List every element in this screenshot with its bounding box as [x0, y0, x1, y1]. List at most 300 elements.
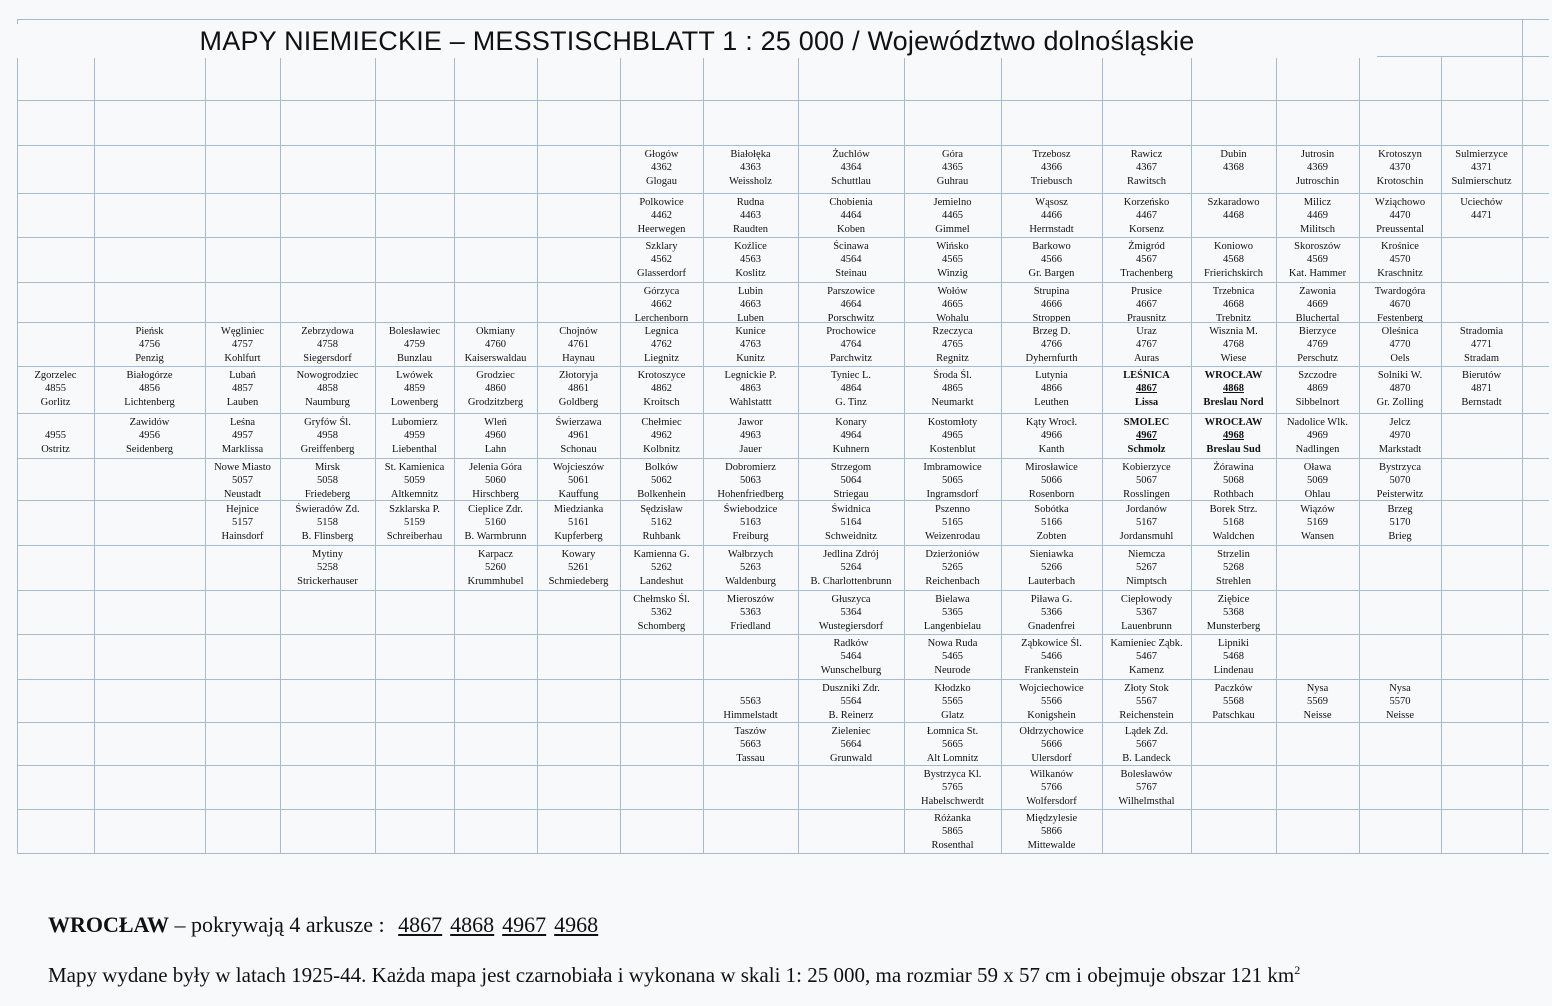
sheet-place-pl: Stradomia — [1459, 326, 1504, 337]
sheet-place-de: Stroppen — [1032, 312, 1071, 322]
sheet-number: 5667 — [1136, 739, 1157, 751]
sheet-place-de: Himmelstadt — [723, 709, 778, 721]
sheet-place-de: Regnitz — [936, 352, 969, 364]
grid-hline — [17, 500, 1549, 501]
sheet-cell-5168 — [1191, 503, 1276, 545]
sheet-place-pl: Nysa — [1389, 683, 1411, 694]
sheet-place-pl: Nowogrodziec — [296, 370, 359, 381]
sheet-cell-5067 — [1102, 461, 1191, 500]
sheet-number: 4969 — [1307, 430, 1328, 442]
sheet-number: 5565 — [942, 696, 963, 708]
sheet-number: 4466 — [1041, 210, 1062, 222]
sheet-number: 5266 — [1041, 562, 1062, 574]
grid-hline — [17, 679, 1549, 680]
sheet-place-pl: Jedlina Zdrój — [823, 549, 879, 560]
sheet-place-de: Ulersdorf — [1031, 752, 1072, 764]
sheet-cell-4469 — [1276, 196, 1359, 237]
sheet-place-de: Haynau — [562, 352, 595, 364]
sheet-place-de: Tassau — [736, 752, 765, 764]
sheet-place-de: Friedland — [730, 620, 771, 632]
sheet-place-pl: Legnickie P. — [724, 370, 777, 381]
sheet-number: 4858 — [317, 383, 338, 395]
sheet-place-de: Seidenberg — [125, 443, 174, 455]
sheet-place-pl: Nowe Miasto — [214, 462, 271, 473]
sheet-place-pl: Koźlice — [734, 241, 767, 252]
sheet-number: 4862 — [651, 383, 672, 395]
sheet-place-de: Lichtenberg — [124, 396, 175, 408]
sheet-number: 4965 — [942, 430, 963, 442]
sheet-cell-4860 — [454, 369, 537, 413]
sheet-cell-4765 — [904, 325, 1001, 366]
sheet-place-pl: Wałbrzych — [727, 549, 774, 560]
sheet-place-pl: Kąty Wrocł. — [1025, 417, 1078, 428]
sheet-place-pl: Szklary — [645, 241, 678, 252]
sheet-place-pl: Góra — [942, 149, 963, 160]
sheet-cell-4957 — [205, 416, 280, 458]
grid-hline — [17, 413, 1549, 414]
sheet-number: 5066 — [1041, 475, 1062, 487]
sheet-place-de: Naumburg — [305, 396, 350, 408]
sheet-place-pl: Chełmsko Śl. — [633, 594, 690, 605]
sheet-number: 4570 — [1389, 254, 1411, 266]
sheet-place-pl: LEŚNICA — [1123, 370, 1170, 381]
sheet-cell-5066 — [1001, 461, 1102, 500]
sheet-place-de: Herrnstadt — [1029, 223, 1074, 235]
sheet-place-pl: Strzegom — [830, 462, 872, 473]
sheet-place-pl: Jawor — [737, 417, 764, 428]
sheet-place-de: Luben — [737, 312, 764, 322]
page-title: MAPY NIEMIECKIE – MESSTISCHBLATT 1 : 25 000 / Województwo dolnośląskie — [17, 24, 1377, 58]
sheet-number: 5263 — [740, 562, 761, 574]
sheet-number: 4970 — [1389, 430, 1411, 442]
sheet-place-de: Waldchen — [1212, 530, 1255, 542]
sheet-cell-5866 — [1001, 812, 1102, 853]
sheet-cell-4868 — [1191, 369, 1276, 413]
sheet-number: 5067 — [1136, 475, 1157, 487]
sheet-cell-4970 — [1359, 416, 1441, 458]
sheet-place-pl: Białołęka — [730, 149, 771, 160]
sheet-cell-5765 — [904, 768, 1001, 809]
sheet-cell-5664 — [798, 725, 904, 765]
sheet-place-pl: Ścinawa — [833, 241, 869, 252]
sheet-cell-5365 — [904, 593, 1001, 634]
sheet-place-de: Lindenau — [1213, 664, 1254, 676]
grid-hline — [17, 545, 1549, 546]
sheet-place-de: Peisterwitz — [1376, 488, 1424, 500]
sheet-number: 4762 — [651, 339, 672, 351]
sheet-place-de: Nimptsch — [1126, 575, 1167, 587]
sheet-place-de: Leuthen — [1034, 396, 1069, 408]
sheet-cell-4870 — [1359, 369, 1441, 413]
sheet-place-pl: Lipniki — [1218, 638, 1249, 649]
sheet-place-pl: Strupina — [1033, 286, 1070, 297]
sheet-number: 4963 — [740, 430, 761, 442]
sheet-place-pl: WROCŁAW — [1204, 417, 1263, 428]
sheet-place-de: Kuhnern — [832, 443, 870, 455]
sheet-link-4868[interactable]: 4868 — [450, 912, 495, 937]
sheet-cell-4861 — [537, 369, 620, 413]
sheet-place-pl: Krotoszyn — [1378, 149, 1422, 160]
sheet-number: 5164 — [840, 517, 862, 529]
sheet-cell-4759 — [375, 325, 454, 366]
sheet-place-de: Hainsdorf — [221, 530, 264, 542]
sheet-place-de: Krotoschin — [1376, 175, 1424, 187]
sheet-cell-5265 — [904, 548, 1001, 590]
grid-hline — [17, 590, 1549, 591]
sheet-number: 5367 — [1136, 607, 1157, 619]
sheet-place-de: Neustadt — [223, 488, 262, 500]
sheet-number: 5261 — [568, 562, 589, 574]
sheet-cell-5563 — [703, 682, 798, 722]
sheet-place-pl: Chobienia — [829, 197, 873, 208]
sheet-place-de: Kraschnitz — [1377, 267, 1423, 279]
sheet-place-pl: Niemcza — [1127, 549, 1166, 560]
sheet-number: 5569 — [1307, 696, 1328, 708]
sheet-place-pl: Leśna — [229, 417, 256, 428]
sheet-place-de: Kroitsch — [643, 396, 680, 408]
sheet-place-pl: Gryfów Śl. — [304, 417, 351, 428]
sheet-place-pl: Sulmierzyce — [1455, 149, 1508, 160]
sheet-number: 5364 — [840, 607, 862, 619]
sheet-place-pl: Łomnica St. — [926, 726, 979, 737]
sheet-place-de: Kat. Hammer — [1288, 267, 1347, 279]
sheet-number: 4967 — [1136, 430, 1157, 442]
sheet-place-pl: Mieroszów — [726, 594, 775, 605]
sheet-cell-4470 — [1359, 196, 1441, 237]
sheet-place-pl: Wojcieszów — [552, 462, 605, 473]
sheet-number: 4668 — [1223, 299, 1244, 311]
sheet-number: 5663 — [740, 739, 761, 751]
sheet-place-pl: Chojnów — [559, 326, 598, 337]
sheet-place-pl: Twardogóra — [1374, 286, 1426, 297]
sheet-number: 5168 — [1223, 517, 1244, 529]
sheet-place-de: Landeshut — [639, 575, 684, 587]
sheet-place-pl: Środa Śl. — [933, 370, 972, 381]
sheet-number: 4866 — [1041, 383, 1062, 395]
sheet-number: 5467 — [1136, 651, 1157, 663]
sheet-place-pl: Żuchlów — [832, 149, 870, 160]
sheet-place-de: Bunzlau — [397, 352, 432, 364]
sheet-place-pl: Zebrzydowa — [301, 326, 354, 337]
sheet-place-de: B. Flinsberg — [301, 530, 354, 542]
sheet-place-de: Bernstadt — [1461, 396, 1502, 408]
sheet-place-de: Langenbielau — [923, 620, 982, 632]
sheet-cell-5467 — [1102, 637, 1191, 679]
sheet-place-de: Konigshein — [1027, 709, 1076, 721]
sheet-cell-4662 — [620, 285, 703, 322]
grid-hline — [17, 145, 1549, 146]
sheet-cell-4564 — [798, 240, 904, 282]
sheet-place-pl: Sobótka — [1034, 504, 1069, 515]
sheet-number: 5468 — [1223, 651, 1244, 663]
sheet-cell-5368 — [1191, 593, 1276, 634]
sheet-place-de: Rosenthal — [931, 839, 974, 851]
sheet-number: 4363 — [740, 162, 761, 174]
sheet-place-pl: Milicz — [1303, 197, 1332, 208]
sheet-number: 5566 — [1041, 696, 1062, 708]
sheet-place-pl: Szklarska P. — [389, 504, 440, 515]
sheet-cell-4962 — [620, 416, 703, 458]
sheet-place-de: Kaiserswaldau — [464, 352, 527, 364]
sheet-cell-5367 — [1102, 593, 1191, 634]
sheet-number: 4955 — [45, 430, 66, 442]
sheet-cell-5161 — [537, 503, 620, 545]
sheet-place-de: Wustegiersdorf — [818, 620, 884, 632]
sheet-number: 4366 — [1041, 162, 1062, 174]
sheet-place-pl: Barkowo — [1032, 241, 1071, 252]
sheet-place-de: Breslau Sud — [1206, 443, 1261, 455]
sheet-cell-4464 — [798, 196, 904, 237]
sheet-cell-5057 — [205, 461, 280, 500]
sheet-place-de: Rawitsch — [1126, 175, 1167, 187]
sheet-place-pl: Wińsko — [936, 241, 969, 252]
sheet-cell-5163 — [703, 503, 798, 545]
sheet-number: 5260 — [485, 562, 506, 574]
sheet-place-pl: Jordanów — [1126, 504, 1167, 515]
sheet-number: 5063 — [740, 475, 761, 487]
footer-note-superscript: 2 — [1294, 963, 1301, 977]
sheet-number: 5158 — [317, 517, 338, 529]
sheet-place-de: Markstadt — [1378, 443, 1422, 455]
sheet-place-pl: Wziąchowo — [1374, 197, 1426, 208]
sheet-place-de: Wolfersdorf — [1026, 795, 1077, 807]
sheet-place-pl: Świebodzice — [723, 504, 778, 515]
sheet-place-pl: Białogórze — [126, 370, 173, 381]
sheet-place-pl: Pszenno — [935, 504, 970, 515]
sheet-place-pl: Świeradów Zd. — [295, 504, 360, 515]
sheet-cell-4960 — [454, 416, 537, 458]
sheet-number: 4369 — [1307, 162, 1328, 174]
sheet-place-de: Kanth — [1038, 443, 1065, 455]
sheet-cell-5158 — [280, 503, 375, 545]
sheet-place-pl: Lwówek — [396, 370, 433, 381]
sheet-place-pl: Strzelin — [1217, 549, 1250, 560]
sheet-place-pl: Radków — [833, 638, 869, 649]
sheet-place-pl: Dzierżoniów — [925, 549, 980, 560]
sheet-cell-5063 — [703, 461, 798, 500]
sheet-place-de: Freiburg — [732, 530, 769, 542]
sheet-place-pl: Głogów — [644, 149, 679, 160]
sheet-number: 5664 — [840, 739, 862, 751]
sheet-place-pl: Pieńsk — [135, 326, 164, 337]
sheet-cell-5167 — [1102, 503, 1191, 545]
sheet-cell-4760 — [454, 325, 537, 366]
sheet-link-4967[interactable]: 4967 — [502, 912, 547, 937]
sheet-number: 5264 — [840, 562, 862, 574]
sheet-place-pl: Koniowo — [1213, 241, 1254, 252]
sheet-place-de: Steinau — [835, 267, 867, 279]
sheet-cell-4968 — [1191, 416, 1276, 458]
sheet-place-de: Wansen — [1301, 530, 1334, 542]
sheet-number: 4857 — [232, 383, 253, 395]
sheet-number: 4761 — [568, 339, 589, 351]
sheet-place-de: Triebusch — [1030, 175, 1073, 187]
sheet-place-de: Neisse — [1386, 709, 1414, 721]
sheet-place-pl: Paczków — [1214, 683, 1253, 694]
sheet-place-pl: Mytiny — [312, 549, 343, 560]
sheet-cell-4670 — [1359, 285, 1441, 322]
footer-note-text: Mapy wydane były w latach 1925-44. Każda mapa jest czarnobiała i wykonana w skali 1: 25 000, ma rozmiar 59 x 57 cm i obejmuje obszar 121 km — [48, 963, 1295, 987]
sheet-place-de: Siegersdorf — [303, 352, 352, 364]
sheet-place-de: Raudten — [733, 223, 768, 235]
sheet-place-pl: Nysa — [1306, 683, 1329, 694]
sheet-place-de: Rosenborn — [1028, 488, 1075, 500]
sheet-place-de: Koslitz — [735, 267, 766, 279]
sheet-place-pl: Zieleniec — [831, 726, 871, 737]
sheet-number: 5564 — [840, 696, 862, 708]
sheet-number: 5160 — [485, 517, 506, 529]
sheet-number: 5070 — [1389, 475, 1411, 487]
sheet-number: 4368 — [1223, 162, 1244, 174]
sheet-place-de: Stradam — [1464, 352, 1499, 364]
sheet-number: 4467 — [1136, 210, 1157, 222]
sheet-cell-4369 — [1276, 148, 1359, 193]
sheet-number: 5865 — [942, 826, 963, 838]
sheet-cell-5564 — [798, 682, 904, 722]
sheet-cell-5865 — [904, 812, 1001, 853]
sheet-place-pl: Lubomierz — [391, 417, 438, 428]
sheet-number: 5169 — [1307, 517, 1328, 529]
sheet-number: 4568 — [1223, 254, 1244, 266]
sheet-place-pl: Taszów — [734, 726, 767, 737]
sheet-place-pl: Hejnice — [226, 504, 259, 515]
sheet-cell-4565 — [904, 240, 1001, 282]
sheet-place-pl: Trzebnica — [1212, 286, 1255, 297]
sheet-number: 4670 — [1389, 299, 1411, 311]
sheet-place-pl: Polkowice — [639, 197, 684, 208]
sheet-cell-4856 — [94, 369, 205, 413]
sheet-place-de: B. Reinerz — [828, 709, 874, 721]
sheet-number: 5167 — [1136, 517, 1157, 529]
sheet-place-de: Grodzitzberg — [467, 396, 524, 408]
sheet-place-pl: Karpacz — [478, 549, 513, 560]
sheet-number: 4563 — [740, 254, 761, 266]
sheet-cell-5663 — [703, 725, 798, 765]
grid-hline — [17, 19, 1549, 20]
sheet-cell-5059 — [375, 461, 454, 500]
sheet-cell-5665 — [904, 725, 1001, 765]
sheet-place-pl: Wleń — [484, 417, 507, 428]
sheet-cell-4857 — [205, 369, 280, 413]
sheet-place-de: Liebenthal — [392, 443, 437, 455]
sheet-number: 5258 — [317, 562, 338, 574]
sheet-place-de: Jutroschin — [1295, 175, 1340, 187]
sheet-place-pl: Lubin — [737, 286, 764, 297]
sheet-cell-5165 — [904, 503, 1001, 545]
grid-hline — [17, 193, 1549, 194]
sheet-cell-5261 — [537, 548, 620, 590]
sheet-cell-4471 — [1441, 196, 1522, 237]
sheet-cell-4367 — [1102, 148, 1191, 193]
sheet-cell-5568 — [1191, 682, 1276, 722]
sheet-number: 4856 — [139, 383, 160, 395]
sheet-number: 5163 — [740, 517, 761, 529]
sheet-place-de: Nadlingen — [1295, 443, 1340, 455]
sheet-cell-4958 — [280, 416, 375, 458]
sheet-place-pl: Złotoryja — [558, 370, 599, 381]
sheet-cell-5058 — [280, 461, 375, 500]
sheet-number: 4957 — [232, 430, 253, 442]
sheet-place-pl: Piława G. — [1030, 594, 1073, 605]
sheet-number: 4365 — [942, 162, 963, 174]
sheet-number: 4760 — [485, 339, 506, 351]
sheet-place-pl: Oleśnica — [1381, 326, 1419, 337]
sheet-place-de: Schonau — [560, 443, 597, 455]
sheet-place-de: Weizenrodau — [924, 530, 981, 542]
sheet-number: 4964 — [840, 430, 862, 442]
sheet-number: 4662 — [651, 299, 672, 311]
sheet-place-de: Brieg — [1388, 530, 1412, 542]
sheet-number: 5157 — [232, 517, 253, 529]
sheet-place-pl: Głuszyca — [831, 594, 871, 605]
sheet-cell-4769 — [1276, 325, 1359, 366]
sheet-cell-4961 — [537, 416, 620, 458]
sheet-place-de: B. Landeck — [1122, 752, 1171, 764]
sheet-place-de: Lissa — [1134, 396, 1159, 408]
sheet-place-pl: Skoroszów — [1294, 241, 1341, 252]
sheet-place-pl: Wąsosz — [1035, 197, 1068, 208]
sheet-cell-4768 — [1191, 325, 1276, 366]
sheet-place-pl: Brzeg D. — [1032, 326, 1071, 337]
sheet-place-pl: Bolków — [644, 462, 679, 473]
sheet-cell-4757 — [205, 325, 280, 366]
sheet-place-de: Weissholz — [729, 175, 772, 187]
sheet-place-pl: Sieniawka — [1029, 549, 1074, 560]
sheet-place-de: Glatz — [941, 709, 964, 721]
sheet-place-de: Preussental — [1376, 223, 1424, 235]
sheet-link-4867[interactable]: 4867 — [398, 912, 443, 937]
sheet-place-pl: Różanka — [934, 813, 971, 824]
sheet-place-pl — [703, 682, 798, 695]
sheet-number: 5368 — [1223, 607, 1244, 619]
sheet-place-de: Trachenberg — [1120, 267, 1173, 279]
sheet-number: 5665 — [942, 739, 963, 751]
sheet-place-de: Neurode — [934, 664, 971, 676]
sheet-cell-4568 — [1191, 240, 1276, 282]
sheet-link-4968[interactable]: 4968 — [554, 912, 599, 937]
sheet-place-de: Striegau — [833, 488, 869, 500]
sheet-place-pl: Kłodzko — [934, 683, 971, 694]
sheet-place-pl: Szczodre — [1298, 370, 1337, 381]
sheet-cell-4365 — [904, 148, 1001, 193]
sheet-place-de: Sibbelnort — [1295, 396, 1340, 408]
sheet-cell-5062 — [620, 461, 703, 500]
sheet-place-de: Bolkenhein — [637, 488, 686, 500]
sheet-place-de: Schmiedeberg — [548, 575, 609, 587]
sheet-number: 5362 — [651, 607, 672, 619]
sheet-cell-4859 — [375, 369, 454, 413]
sheet-number: 4567 — [1136, 254, 1157, 266]
grid-hline — [17, 237, 1549, 238]
wroclaw-coverage-line — [48, 910, 598, 940]
sheet-place-de: Gnadenfrei — [1027, 620, 1076, 632]
sheet-cell-4466 — [1001, 196, 1102, 237]
sheet-cell-5567 — [1102, 682, 1191, 722]
sheet-number: 4759 — [404, 339, 425, 351]
sheet-place-pl: Tyniec L. — [830, 370, 872, 381]
sheet-number: 5465 — [942, 651, 963, 663]
sheet-place-de: Bluchertal — [1295, 312, 1340, 322]
sheet-number: 5766 — [1041, 782, 1062, 794]
sheet-number: 5064 — [840, 475, 862, 487]
sheet-place-de: Guhrau — [936, 175, 969, 187]
sheet-place-pl: Górzyca — [643, 286, 680, 297]
sheet-number: 4564 — [840, 254, 862, 266]
sheet-place-pl: Krośnice — [1381, 241, 1419, 252]
sheet-cell-5064 — [798, 461, 904, 500]
sheet-place-pl: Duszniki Zdr. — [822, 683, 880, 694]
sheet-cell-5159 — [375, 503, 454, 545]
